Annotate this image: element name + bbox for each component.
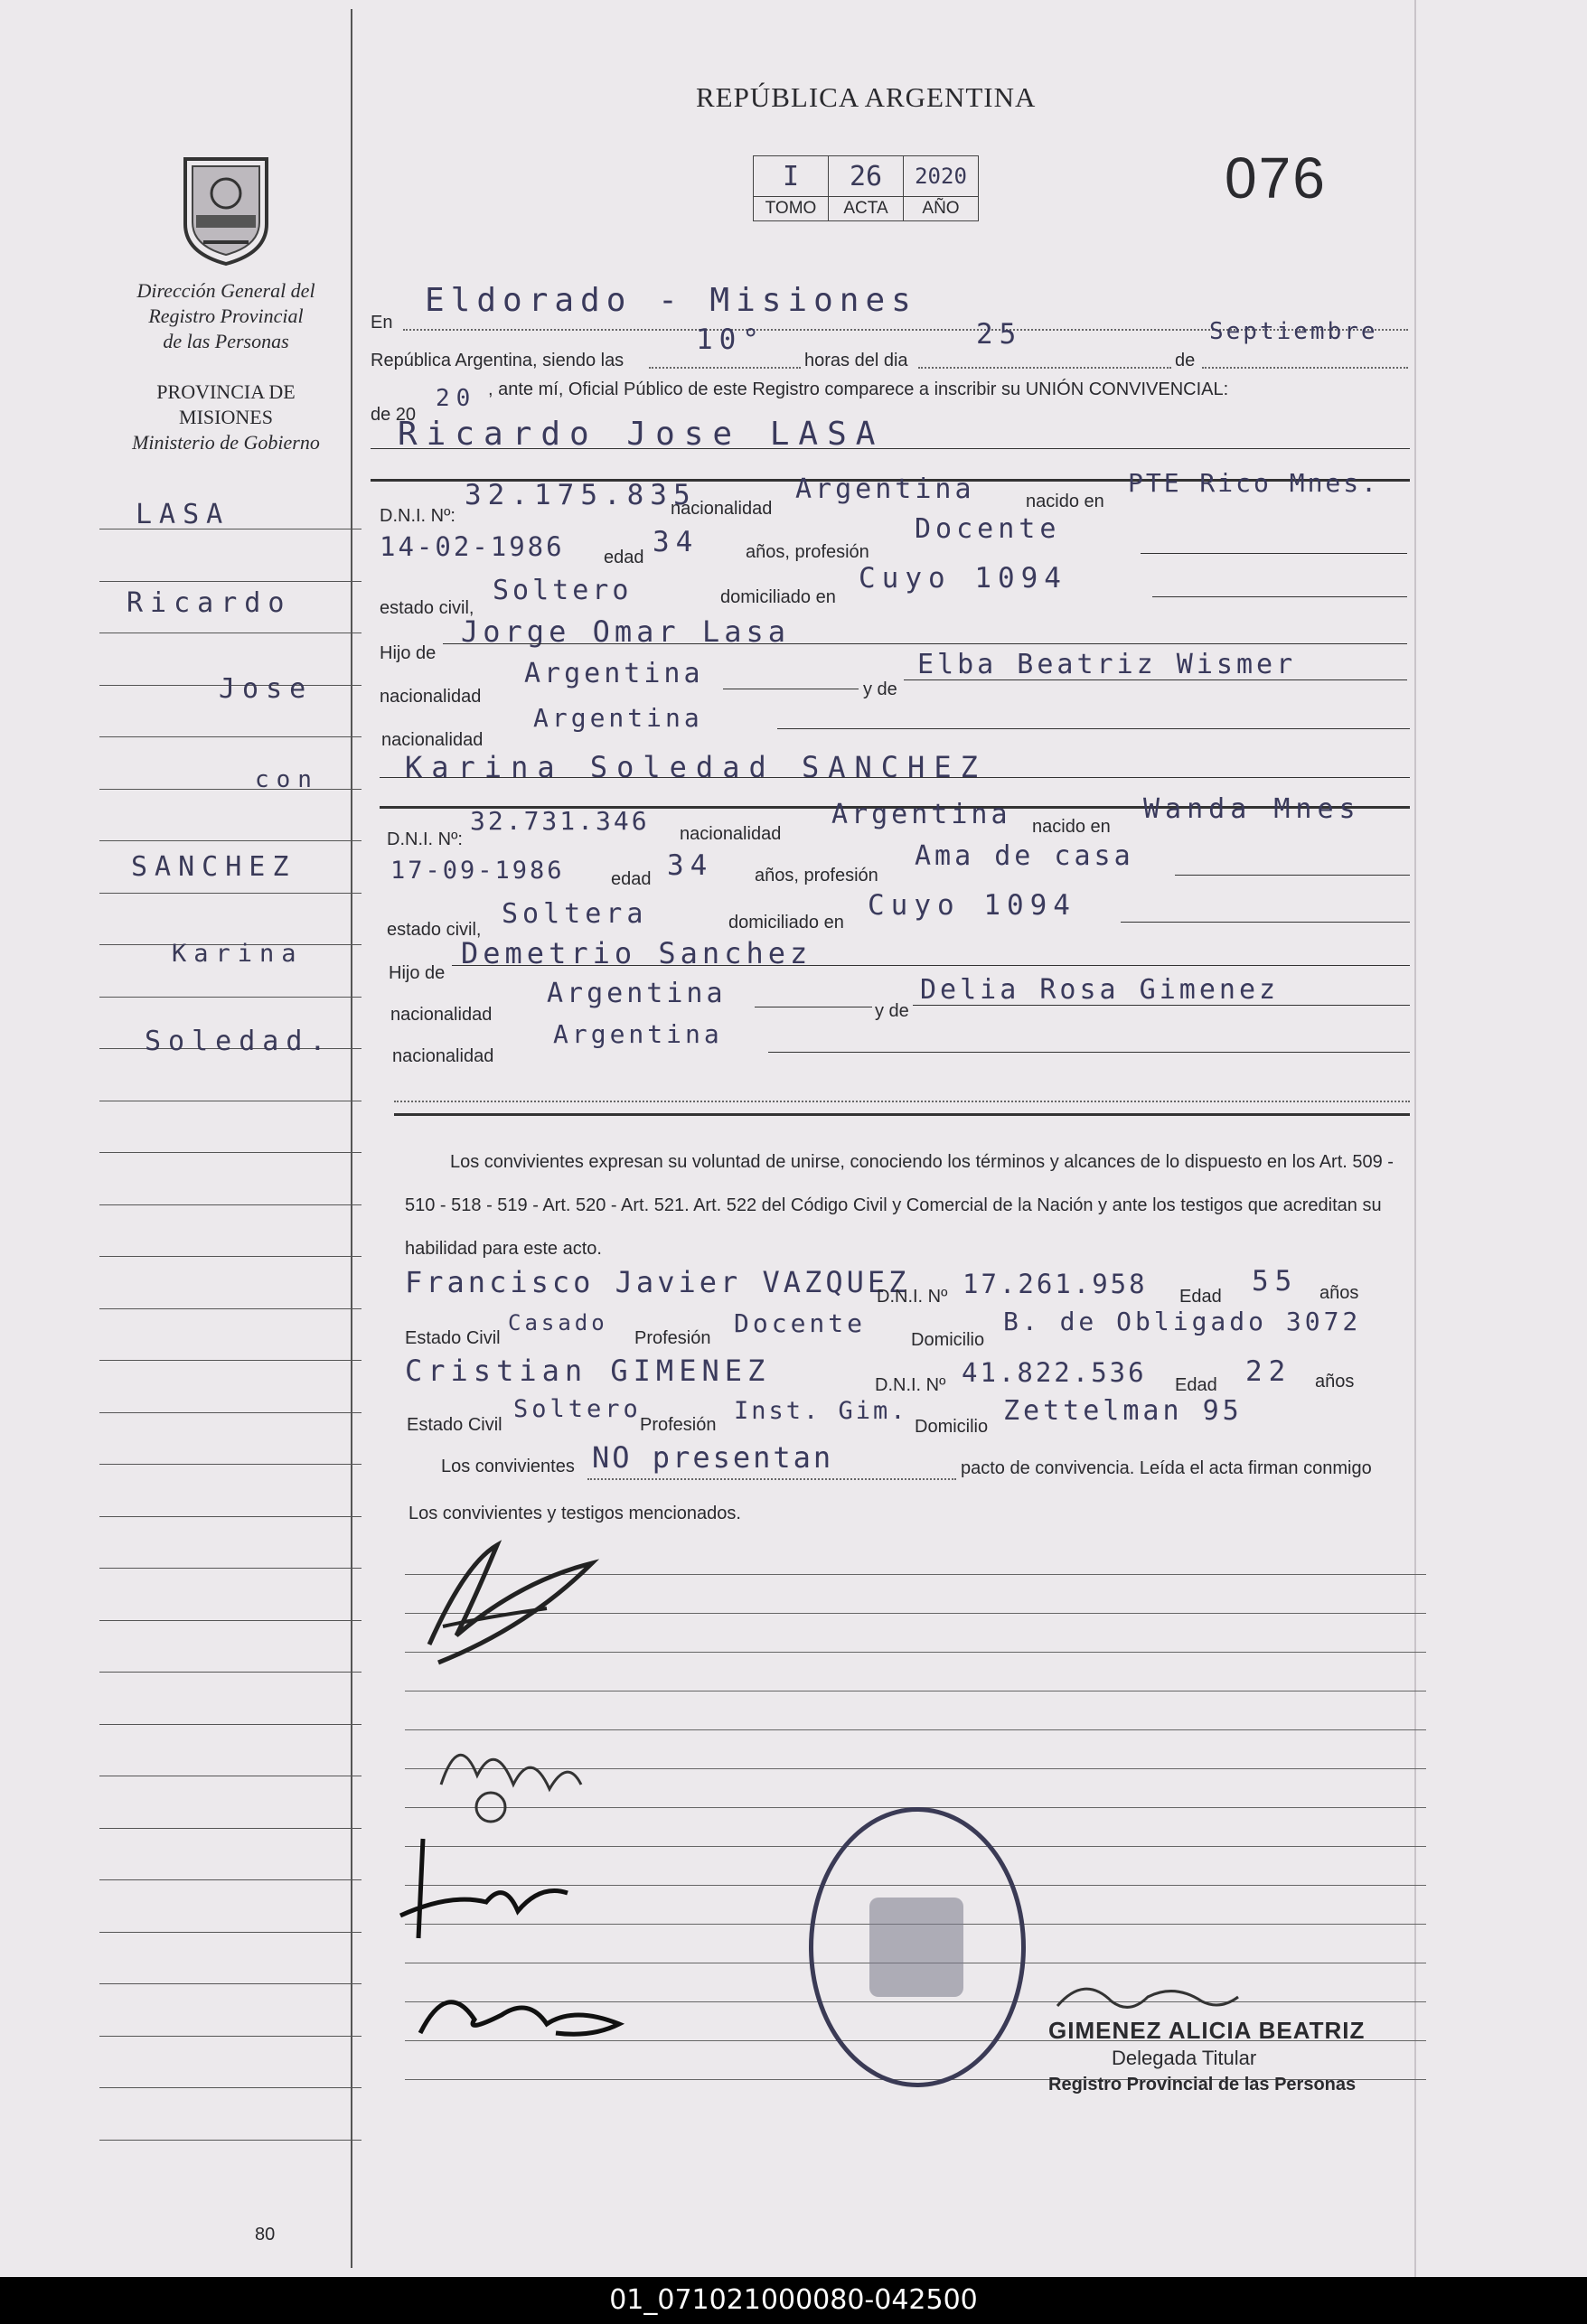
party1-civil-status: Soltero [493,575,633,606]
label-nac-father-1: nacionalidad [380,687,482,707]
label-republica: República Argentina, siendo las [371,351,624,370]
rule-mother-1 [904,679,1407,680]
pact-value: NO presentan [592,1440,834,1475]
margin-rule [99,2087,362,2088]
party2-father: Demetrio Sanchez [461,936,812,970]
margin-rule [99,1724,362,1725]
label-nacido-2: nacido en [1032,817,1111,837]
margin-rule [99,1360,362,1361]
label-profesion-w1: Profesión [634,1328,711,1348]
party2-address: Cuyo 1094 [868,889,1076,922]
label-en: En [371,313,393,333]
signature-3 [396,1830,577,1947]
official-stamp [809,1807,1026,2087]
page-number: 80 [255,2225,276,2244]
party1-father-nationality: Argentina [524,658,704,689]
label-de20: de 20 [371,405,417,425]
label-nac-mother-1: nacionalidad [381,730,484,750]
label-estado-w1: Estado Civil [405,1328,501,1348]
margin-rule [99,1308,362,1309]
label-profesion-1: años, profesión [746,542,869,562]
label-dni-2: D.N.I. Nº: [387,829,463,849]
margin-name-5: SANCHEZ [131,851,296,883]
rule-dom-1 [1152,596,1407,597]
party1-born-in: PTE Rico Mnes. [1128,468,1380,498]
label-nac-mother-2: nacionalidad [392,1046,494,1066]
witness2-name: Cristian GIMENEZ [405,1354,771,1388]
label-hijo-2: Hijo de [389,963,446,983]
label-estado-w2: Estado Civil [407,1415,502,1435]
office-line-1: Dirección General del [136,279,315,302]
margin-rule [99,581,362,582]
label-anos-w1: años [1319,1283,1359,1303]
signature-2 [432,1721,590,1830]
label-nacionalidad-2: nacionalidad [680,824,782,844]
rule-mother-2 [913,1005,1410,1006]
margin-name-7: Soledad. [145,1026,333,1057]
rule-party2-name [380,777,1410,778]
label-convivientes: Los convivientes [441,1457,575,1476]
official-name: GIMENEZ ALICIA BEATRIZ [1048,2017,1366,2044]
footer-id: 01_071021000080-042500 [0,2277,1587,2324]
witness1-civil-status: Casado [508,1310,608,1335]
year-value: 20 [436,385,477,412]
party2-mother-nationality: Argentina [553,1019,723,1049]
label-edad-w1: Edad [1179,1287,1222,1307]
margin-rule [99,1828,362,1829]
margin-rule [99,1932,362,1933]
margin-rule [99,1983,362,1984]
margin-rule [99,1516,362,1517]
margin-rule [99,840,362,841]
label-hijo-1: Hijo de [380,643,437,663]
rule-party2-bottom [394,1113,1410,1116]
page-edge [1414,0,1416,2277]
rule-nac-mother-2 [768,1052,1410,1053]
party2-father-nationality: Argentina [547,978,727,1009]
margin-rule [99,1672,362,1673]
party1-mother-nationality: Argentina [533,703,703,733]
office-line-2: Registro Provincial [148,305,304,327]
label-dni-1: D.N.I. Nº: [380,506,455,526]
witness1-age: 55 [1252,1265,1299,1298]
margin-rule [99,1412,362,1413]
margin-rule [99,789,362,790]
label-edad-1: edad [604,548,644,567]
month-value: Septiembre [1209,318,1378,345]
margin-rule [99,1464,362,1465]
label-horas: horas del dia [804,351,908,370]
witness2-age: 22 [1245,1355,1292,1388]
register-box [753,155,979,221]
margin-rule [99,1879,362,1880]
party1-mother: Elba Beatriz Wismer [917,649,1297,680]
party1-age: 34 [653,526,700,558]
label-ante: , ante mí, Oficial Público de este Registro comparece a inscribir su UNIÓN CONVIVENCIAL: [488,380,1229,399]
party1-address: Cuyo 1094 [859,562,1067,595]
rule-prof-1 [1141,553,1407,554]
party2-dni: 32.731.346 [470,806,650,836]
signature-1 [411,1527,610,1672]
margin-rule [99,893,362,894]
anio-value: 2020 [904,156,979,197]
party1-birth-date: 14-02-1986 [380,531,565,562]
margin-rule [99,736,362,737]
party2-age: 34 [667,849,714,882]
country-heading: REPÚBLICA ARGENTINA [696,81,1037,113]
rule-party1-name [371,448,1410,449]
dots-hour [649,367,801,369]
province-shield-icon [176,152,276,267]
label-estado-2: estado civil, [387,920,482,940]
party1-nationality: Argentina [795,473,975,505]
label-nac-father-2: nacionalidad [390,1005,493,1025]
margin-name-3: Jose [219,673,314,705]
official-org: Registro Provincial de las Personas [1048,2075,1357,2094]
hour-value: 10° [696,323,765,356]
margin-name-4: con [255,766,319,793]
signature-4 [411,1970,633,2051]
province-line-2: MISIONES [179,406,273,428]
witness2-address: Zettelman 95 [1003,1395,1243,1427]
label-domicilio-1: domiciliado en [720,587,836,607]
record-number: 076 [1225,145,1327,211]
party2-mother: Delia Rosa Gimenez [920,974,1280,1006]
rule-prof-2 [1175,875,1410,876]
witness1-dni: 17.261.958 [963,1269,1148,1299]
label-edad-2: edad [611,869,652,889]
margin-rule [99,1204,362,1205]
witness1-name: Francisco Javier VAZQUEZ [405,1265,910,1299]
witness2-dni: 41.822.536 [962,1357,1147,1388]
label-nacionalidad-1: nacionalidad [671,499,773,519]
province-line-1: PROVINCIA DE [156,380,296,403]
rule-dom-2 [1121,922,1410,923]
dots-pact [587,1478,956,1480]
rule-nac-mother-1 [777,728,1410,729]
label-yde-1: y de [863,679,897,699]
label-anos-w2: años [1315,1372,1355,1392]
party1-profession: Docente [915,513,1061,545]
dots-blank [394,1101,1410,1102]
margin-rule [99,1256,362,1257]
place-value: Eldorado - Misiones [425,282,917,319]
label-yde-2: y de [875,1001,909,1021]
dots-day [918,367,1171,369]
label-dni-w1: D.N.I. Nº [877,1287,948,1307]
stamp-emblem-icon [869,1898,963,1997]
tomo-value: I [754,156,829,197]
party2-nationality: Argentina [831,799,1011,830]
party1-name: Ricardo Jose LASA [398,416,885,453]
margin-name-1: LASA [136,499,230,530]
label-estado-1: estado civil, [380,598,474,618]
margin-name-2: Ricardo [127,587,292,619]
margin-rule [99,1152,362,1153]
label-pacto: pacto de convivencia. Leída el acta firman conmigo [961,1458,1372,1478]
party1-dni: 32.175.835 [465,479,697,511]
label-de: de [1175,351,1196,370]
margin-rule [99,1568,362,1569]
party2-name: Karina Soledad SANCHEZ [405,750,987,784]
dots-month [1202,367,1408,369]
label-nacido-1: nacido en [1026,492,1104,511]
margin-rule [99,1620,362,1621]
party2-born-in: Wanda Mnes [1143,793,1361,825]
witness2-civil-status: Soltero [513,1395,642,1423]
witness2-profession: Inst. Gim. [734,1397,908,1425]
label-domicilio-w2: Domicilio [915,1417,989,1437]
label-profesion-2: años, profesión [755,866,878,886]
anio-label: AÑO [904,197,979,221]
day-value: 25 [976,318,1023,351]
label-domicilio-2: domiciliado en [728,913,844,932]
acta-value: 26 [829,156,904,197]
label-mencionados: Los convivientes y testigos mencionados. [408,1504,741,1523]
label-dni-w2: D.N.I. Nº [875,1375,946,1395]
rule-father-1 [443,643,1407,644]
label-domicilio-w1: Domicilio [911,1330,985,1350]
witness1-profession: Docente [734,1308,867,1338]
office-line-3: de las Personas [163,330,289,352]
party2-birth-date: 17-09-1986 [390,857,565,885]
margin-rule [99,997,362,998]
party2-profession: Ama de casa [915,840,1134,872]
party1-father: Jorge Omar Lasa [461,614,790,649]
signature-official [1048,1970,1247,2024]
rule-father-2 [452,965,1410,966]
margin-name-6: Karina [172,940,304,968]
margin-rule [99,2140,362,2141]
witness1-address: B. de Obligado 3072 [1003,1307,1362,1336]
acta-label: ACTA [829,197,904,221]
official-role: Delegada Titular [1112,2047,1257,2069]
tomo-label: TOMO [754,197,829,221]
statement: Los convivientes expresan su voluntad de unirse, conociendo los términos y alcances de lo dispuesto en los Art. 509 - 510 - 518 - 519 - Art. 520 - Art. 521. Art. 522 del Código Civil y Comercial de la Nación y ante los testigos que acreditan su habilidad para este acto. [405,1152,1394,1259]
party2-civil-status: Soltera [502,898,648,930]
margin-rule [99,2036,362,2037]
column-divider [351,9,352,2268]
label-edad-w2: Edad [1175,1375,1217,1395]
label-profesion-w2: Profesión [640,1415,717,1435]
ministry: Ministerio de Gobierno [132,431,320,454]
